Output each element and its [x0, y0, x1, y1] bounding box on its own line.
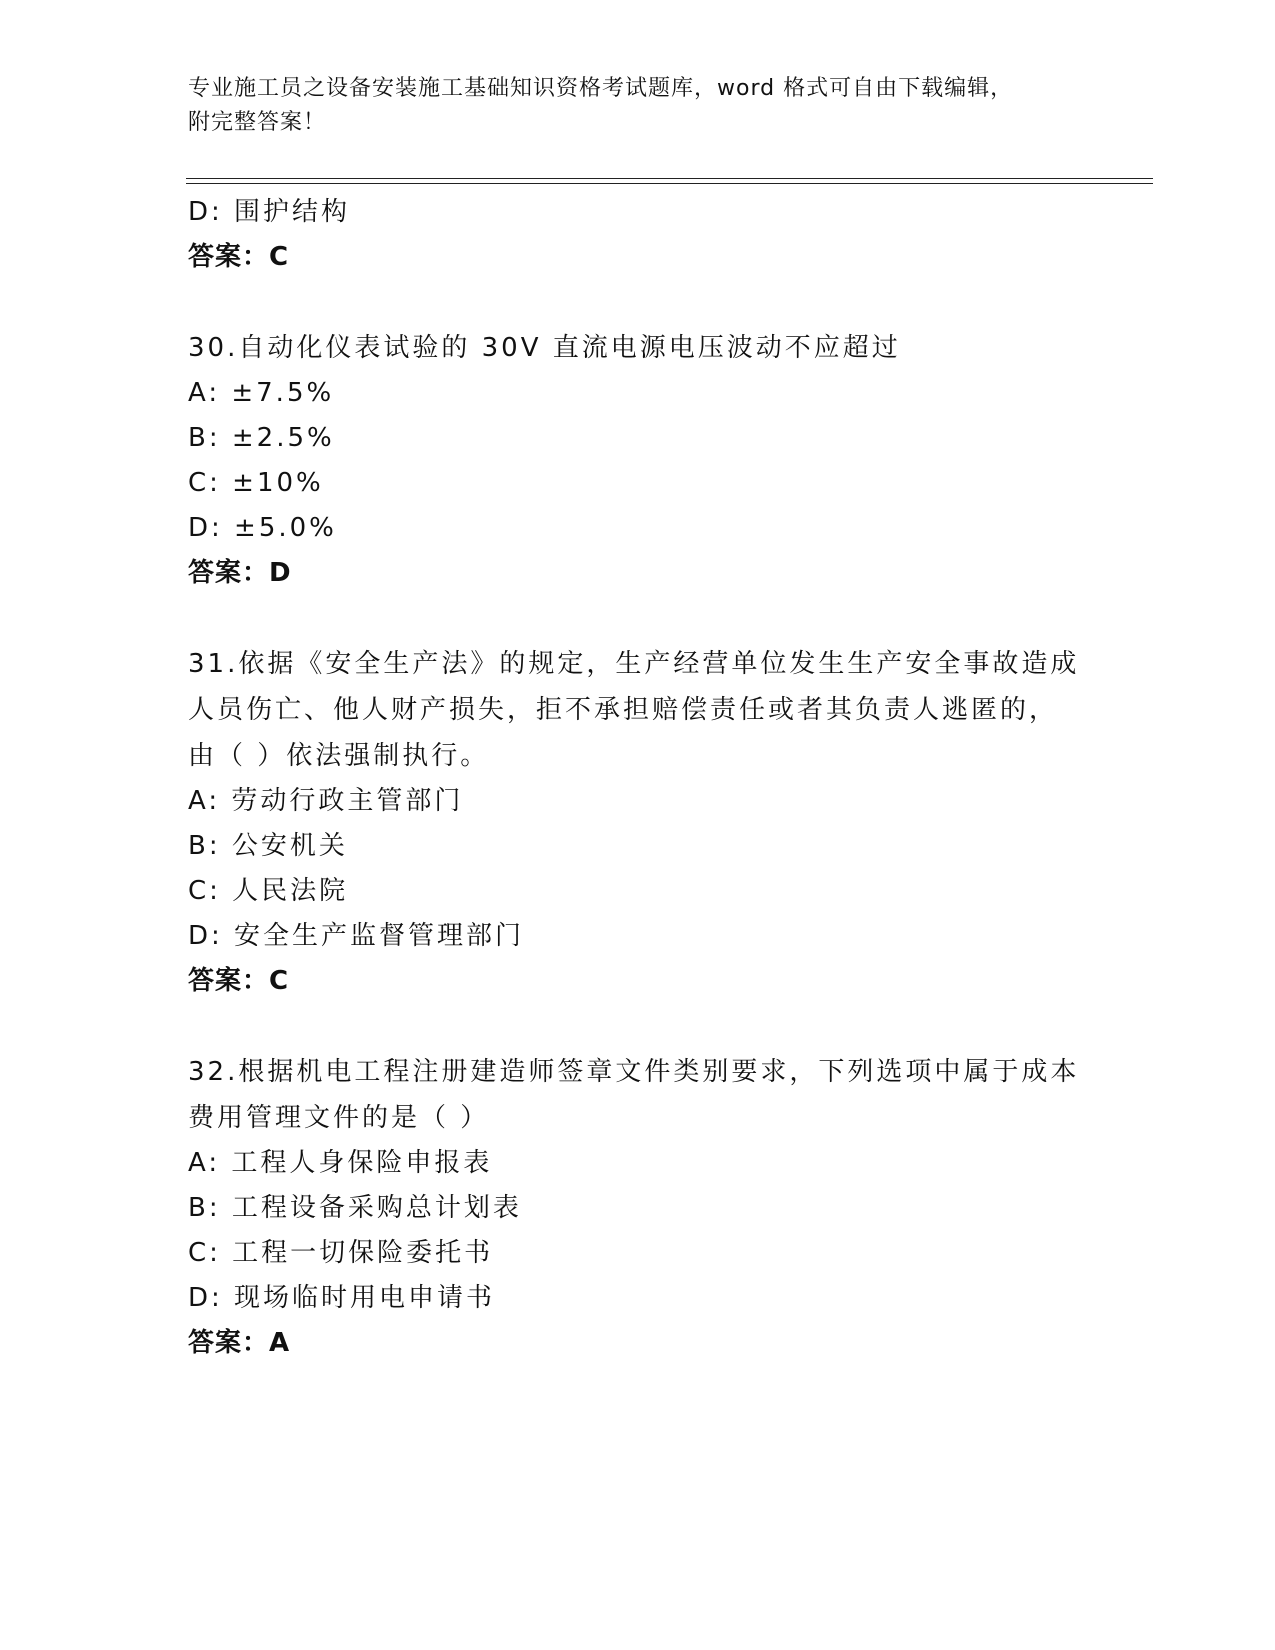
answer: 答案：A [188, 1328, 291, 1358]
option-c: C: 工程一切保险委托书 [188, 1238, 494, 1268]
question-30 [188, 325, 1088, 596]
option-b: B: 工程设备采购总计划表 [188, 1193, 522, 1223]
question-stem: 由（ ）依法强制执行。 [188, 741, 490, 771]
option-d: D: 现场临时用电申请书 [188, 1283, 496, 1313]
option-a: A: 劳动行政主管部门 [188, 786, 464, 816]
answer: 答案：C [188, 966, 290, 996]
option-c: C: 人民法院 [188, 876, 349, 906]
question-31 [188, 641, 1088, 1004]
header-divider-bottom [186, 183, 1153, 184]
question-32 [188, 1049, 1088, 1366]
question-stem: 费用管理文件的是（ ） [188, 1103, 490, 1133]
option-a: A: 工程人身保险申报表 [188, 1148, 493, 1178]
header-divider-top [186, 178, 1153, 179]
option-d: D: ±5.0% [188, 513, 337, 543]
question-stem: 31.依据《安全生产法》的规定，生产经营单位发生生产安全事故造成 [188, 649, 1080, 679]
header-line-2: 附完整答案！ [188, 110, 327, 135]
prev-answer: 答案：C [188, 242, 290, 272]
question-stem: 人员伤亡、他人财产损失，拒不承担赔偿责任或者其负责人逃匿的， [188, 695, 1059, 725]
question-stem: 30.自动化仪表试验的 30V 直流电源电压波动不应超过 [188, 333, 901, 363]
option-a: A: ±7.5% [188, 378, 335, 408]
answer: 答案：D [188, 558, 292, 588]
prev-option-d: D: 围护结构 [188, 197, 351, 227]
option-c: C: ±10% [188, 468, 324, 498]
header-line-1: 专业施工员之设备安装施工基础知识资格考试题库，word 格式可自由下载编辑， [188, 76, 1014, 101]
question-list [188, 190, 1088, 1366]
option-b: B: ±2.5% [188, 423, 335, 453]
option-d: D: 安全生产监督管理部门 [188, 921, 525, 951]
document-header [188, 72, 1088, 140]
option-b: B: 公安机关 [188, 831, 348, 861]
question-stem: 32.根据机电工程注册建造师签章文件类别要求，下列选项中属于成本 [188, 1057, 1080, 1087]
